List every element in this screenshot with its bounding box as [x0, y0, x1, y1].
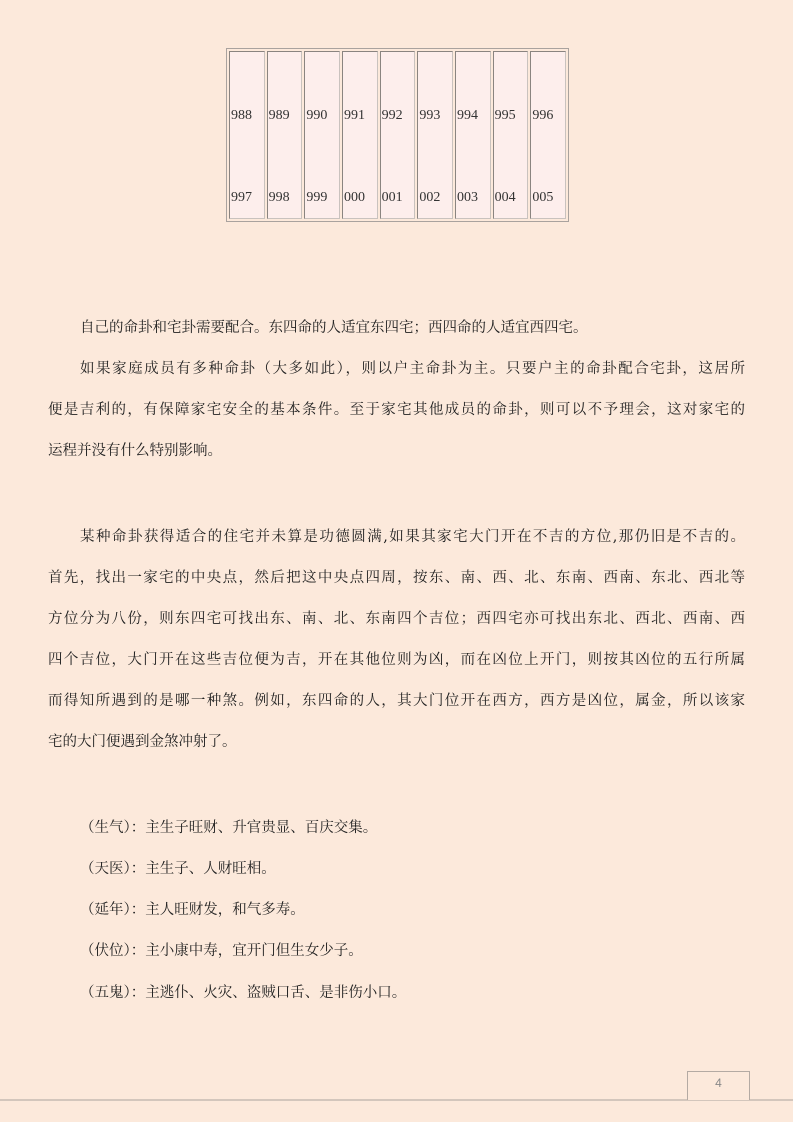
- number-table: [226, 48, 569, 222]
- table-cell: [304, 51, 340, 135]
- list-item: （天医）：主生子、人财旺相。: [80, 861, 276, 877]
- table-cell: [229, 135, 265, 219]
- text-line: 如果家庭成员有多种命卦（大多如此），则以户主命卦为主。只要户主的命卦配合宅卦，这居所: [80, 361, 745, 377]
- text-line: 首先，找出一家宅的中央点，然后把这中央点四周，按东、南、西、北、东南、西南、东北、西北等: [48, 570, 745, 586]
- footer-divider: [0, 1099, 793, 1101]
- table-cell: [304, 135, 340, 219]
- text-line: 而得知所遇到的是哪一种煞。例如，东四命的人，其大门位开在西方，西方是凶位，属金，所以该家: [48, 693, 745, 709]
- table-cell: [455, 135, 491, 219]
- list-item: （伏位）：主小康中寿，宜开门但生女少子。: [80, 943, 363, 959]
- cell-value: 989: [268, 108, 290, 123]
- text-line: 自己的命卦和宅卦需要配合。东四命的人适宜东四宅；西四命的人适宜西四宅。: [80, 320, 588, 336]
- table-cell: [267, 135, 303, 219]
- cell-value: 994: [457, 108, 478, 123]
- cell-value: 998: [268, 190, 290, 205]
- table-cell: [380, 51, 416, 135]
- table-cell: [417, 135, 453, 219]
- text-line: 运程并没有什么特别影响。: [48, 443, 222, 459]
- cell-value: 992: [381, 108, 403, 123]
- list-item: （生气）：主生子旺财、升官贵显、百庆交集。: [80, 820, 378, 836]
- cell-value: 995: [494, 108, 516, 123]
- table-cell: [342, 51, 378, 135]
- cell-value: 990: [306, 108, 328, 123]
- cell-value: 005: [532, 190, 554, 205]
- cell-value: 004: [494, 190, 516, 205]
- cell-value: 001: [381, 190, 403, 205]
- table-cell: [455, 51, 491, 135]
- cell-value: 000: [344, 190, 365, 205]
- cell-value: 002: [419, 190, 441, 205]
- table-cell: [493, 51, 529, 135]
- table-cell: [417, 51, 453, 135]
- cell-value: 988: [231, 108, 252, 123]
- cell-value: 003: [457, 190, 478, 205]
- text-line: 四个吉位，大门开在这些吉位便为吉，开在其他位则为凶，而在凶位上开门，则按其凶位的五行所属: [48, 652, 745, 668]
- cell-value: 996: [532, 108, 554, 123]
- list-item: （延年）：主人旺财发，和气多寿。: [80, 902, 305, 918]
- table-cell: [380, 135, 416, 219]
- table-cell: [530, 135, 566, 219]
- list-item: （五鬼）：主逃仆、火灾、盗贼口舌、是非伤小口。: [80, 985, 407, 1001]
- cell-value: 993: [419, 108, 441, 123]
- table-cell: [267, 51, 303, 135]
- text-line: 某种命卦获得适合的住宅并未算是功德圆满,如果其家宅大门开在不吉的方位,那仍旧是不吉的。: [80, 529, 745, 545]
- text-line: 便是吉利的，有保障家宅安全的基本条件。至于家宅其他成员的命卦，则可以不予理会，这对家宅的: [48, 402, 745, 418]
- cell-value: 997: [231, 190, 252, 205]
- text-line: 宅的大门便遇到金煞冲射了。: [48, 734, 237, 750]
- table-cell: [493, 135, 529, 219]
- table-cell: [229, 51, 265, 135]
- table-cell: [342, 135, 378, 219]
- page-number: 4: [687, 1071, 750, 1100]
- text-line: 方位分为八份，则东四宅可找出东、南、北、东南四个吉位；西四宅亦可找出东北、西北、西南、西: [48, 611, 745, 627]
- cell-value: 991: [344, 108, 365, 123]
- cell-value: 999: [306, 190, 328, 205]
- table-cell: [530, 51, 566, 135]
